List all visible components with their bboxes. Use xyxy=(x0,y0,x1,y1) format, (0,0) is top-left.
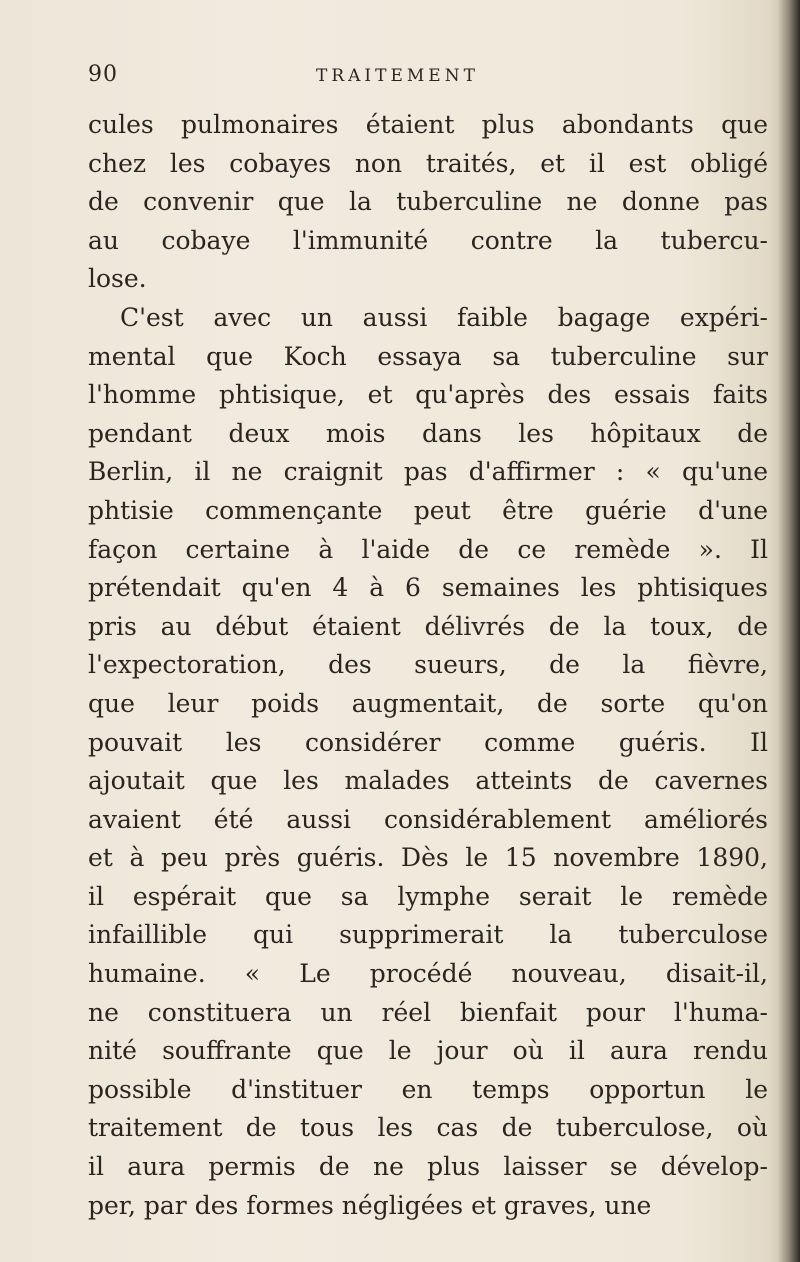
page-header xyxy=(88,62,778,92)
text-line: avaient été aussi considérablement améliorés xyxy=(88,804,768,834)
text-line: que leur poids augmentait, de sorte qu'on xyxy=(88,688,768,718)
text-line: ne constituera un réel bienfait pour l'huma- xyxy=(88,997,768,1027)
text-line: humaine. « Le procédé nouveau, disait-il, xyxy=(88,959,768,989)
text-line: cules pulmonaires étaient plus abondants que xyxy=(88,110,768,139)
text-line: mental que Koch essaya sa tuberculine sur xyxy=(88,341,768,371)
text-line: traitement de tous les cas de tuberculose, où xyxy=(88,1113,768,1143)
text-line: pris au début étaient délivrés de la toux, de xyxy=(88,611,768,641)
text-line: possible d'instituer en temps opportun le xyxy=(88,1074,768,1104)
text-line: phtisie commençante peut être guérie d'une xyxy=(88,495,768,525)
text-line: l'expectoration, des sueurs, de la fièvre, xyxy=(88,650,768,680)
text-line: l'homme phtisique, et qu'après des essais faits xyxy=(88,380,768,410)
text-line: ajoutait que les malades atteints de cavernes xyxy=(88,766,768,796)
text-line: il espérait que sa lymphe serait le remède xyxy=(88,881,768,911)
text-line: C'est avec un aussi faible bagage expéri- xyxy=(120,302,768,332)
text-line: pendant deux mois dans les hôpitaux de xyxy=(88,418,768,448)
text-line: prétendait qu'en 4 à 6 semaines les phtisiques xyxy=(88,573,768,603)
text-line: Berlin, il ne craignit pas d'affirmer : « qu'une xyxy=(88,457,768,487)
text-line: nité souffrante que le jour où il aura rendu xyxy=(88,1036,768,1066)
text-line: il aura permis de ne plus laisser se dévelop- xyxy=(88,1152,768,1182)
text-line: au cobaye l'immunité contre la tubercu- xyxy=(88,225,768,255)
body-text xyxy=(88,106,768,1225)
page-edge-shadow xyxy=(778,0,800,1262)
text-line: chez les cobayes non traités, et il est obligé xyxy=(88,148,768,178)
text-line: façon certaine à l'aide de ce remède ». Il xyxy=(88,534,768,564)
text-line: de convenir que la tuberculine ne donne pas xyxy=(88,187,768,217)
page-number: 90 xyxy=(88,62,118,87)
running-head: TRAITEMENT xyxy=(316,66,479,86)
text-line: infaillible qui supprimerait la tuberculose xyxy=(88,920,768,950)
text-line: pouvait les considérer comme guéris. Il xyxy=(88,727,768,757)
text-line: lose. xyxy=(88,264,147,294)
text-line: per, par des formes négligées et graves, une xyxy=(88,1190,652,1220)
text-line: et à peu près guéris. Dès le 15 novembre 1890, xyxy=(88,843,768,873)
